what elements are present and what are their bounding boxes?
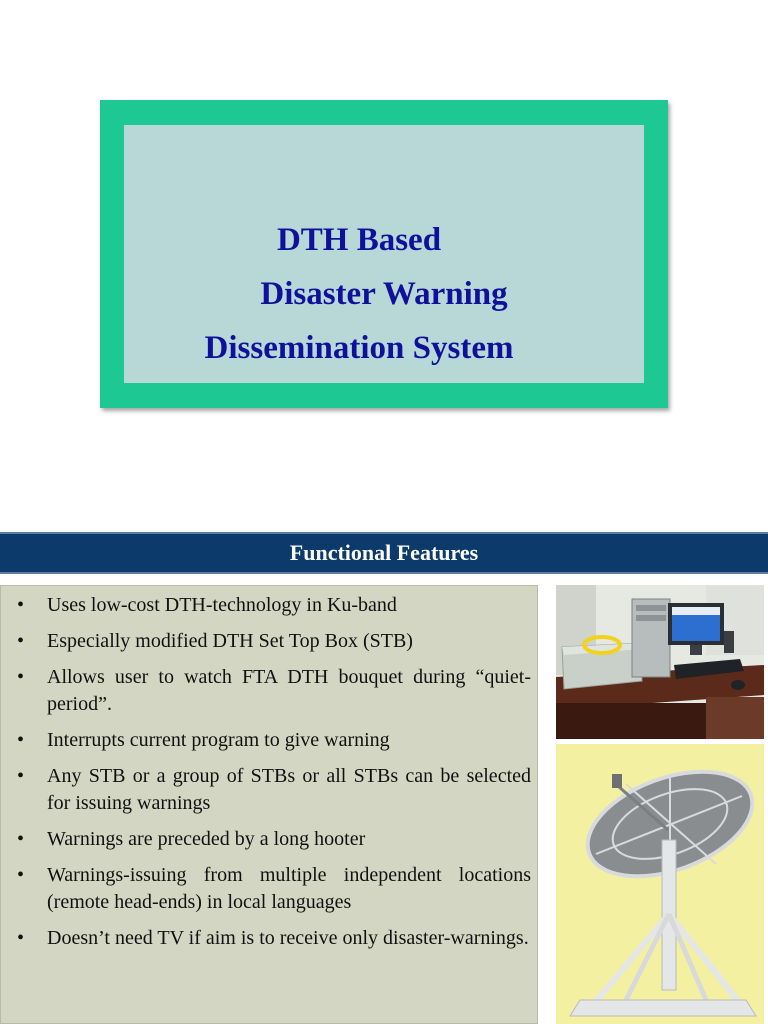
section-header-title: Functional Features — [289, 540, 479, 565]
list-item — [15, 628, 531, 655]
slide-title-line: Disaster Warning — [260, 276, 508, 312]
slide-title-line: DTH Based — [276, 222, 442, 258]
bullet-icon: • — [17, 765, 25, 787]
title-slide-frame — [100, 100, 668, 408]
feature-text: Warnings are preceded by a long hooter — [47, 828, 366, 850]
bullet-icon: • — [17, 828, 25, 850]
slide-title — [124, 213, 644, 375]
equipment-desk-photo — [556, 585, 764, 739]
feature-text: Uses low-cost DTH-technology in Ku-band — [47, 594, 397, 616]
bullet-icon: • — [17, 594, 25, 616]
bullet-icon: • — [17, 729, 25, 751]
features-panel — [0, 585, 538, 1024]
features-list — [15, 592, 531, 961]
section-header-bar — [0, 532, 768, 574]
bullet-icon: • — [17, 927, 25, 949]
title-slide-panel — [124, 125, 644, 383]
feature-text: Any STB or a group of STBs or all STBs can be selected for issuing warnings — [47, 765, 531, 814]
feature-text: Doesn’t need TV if aim is to receive only disaster-warnings. — [47, 927, 529, 949]
list-item — [15, 592, 531, 619]
equipment-desk-illustration — [556, 585, 764, 739]
satellite-dish-illustration — [556, 744, 764, 1024]
list-item — [15, 727, 531, 754]
bullet-icon: • — [17, 864, 25, 886]
feature-text: Warnings-issuing from multiple independent locations (remote head-ends) in local languages — [47, 864, 531, 913]
feature-text: Especially modified DTH Set Top Box (STB) — [47, 630, 413, 652]
list-item — [15, 763, 531, 817]
satellite-dish-photo — [556, 744, 764, 1024]
bullet-icon: • — [17, 666, 25, 688]
feature-text: Interrupts current program to give warning — [47, 729, 390, 751]
list-item — [15, 826, 531, 853]
bullet-icon: • — [17, 630, 25, 652]
list-item — [15, 664, 531, 718]
list-item — [15, 862, 531, 916]
slide-title-line: Dissemination System — [204, 330, 514, 366]
feature-text: Allows user to watch FTA DTH bouquet during “quiet-period”. — [47, 666, 531, 715]
list-item — [15, 925, 531, 952]
